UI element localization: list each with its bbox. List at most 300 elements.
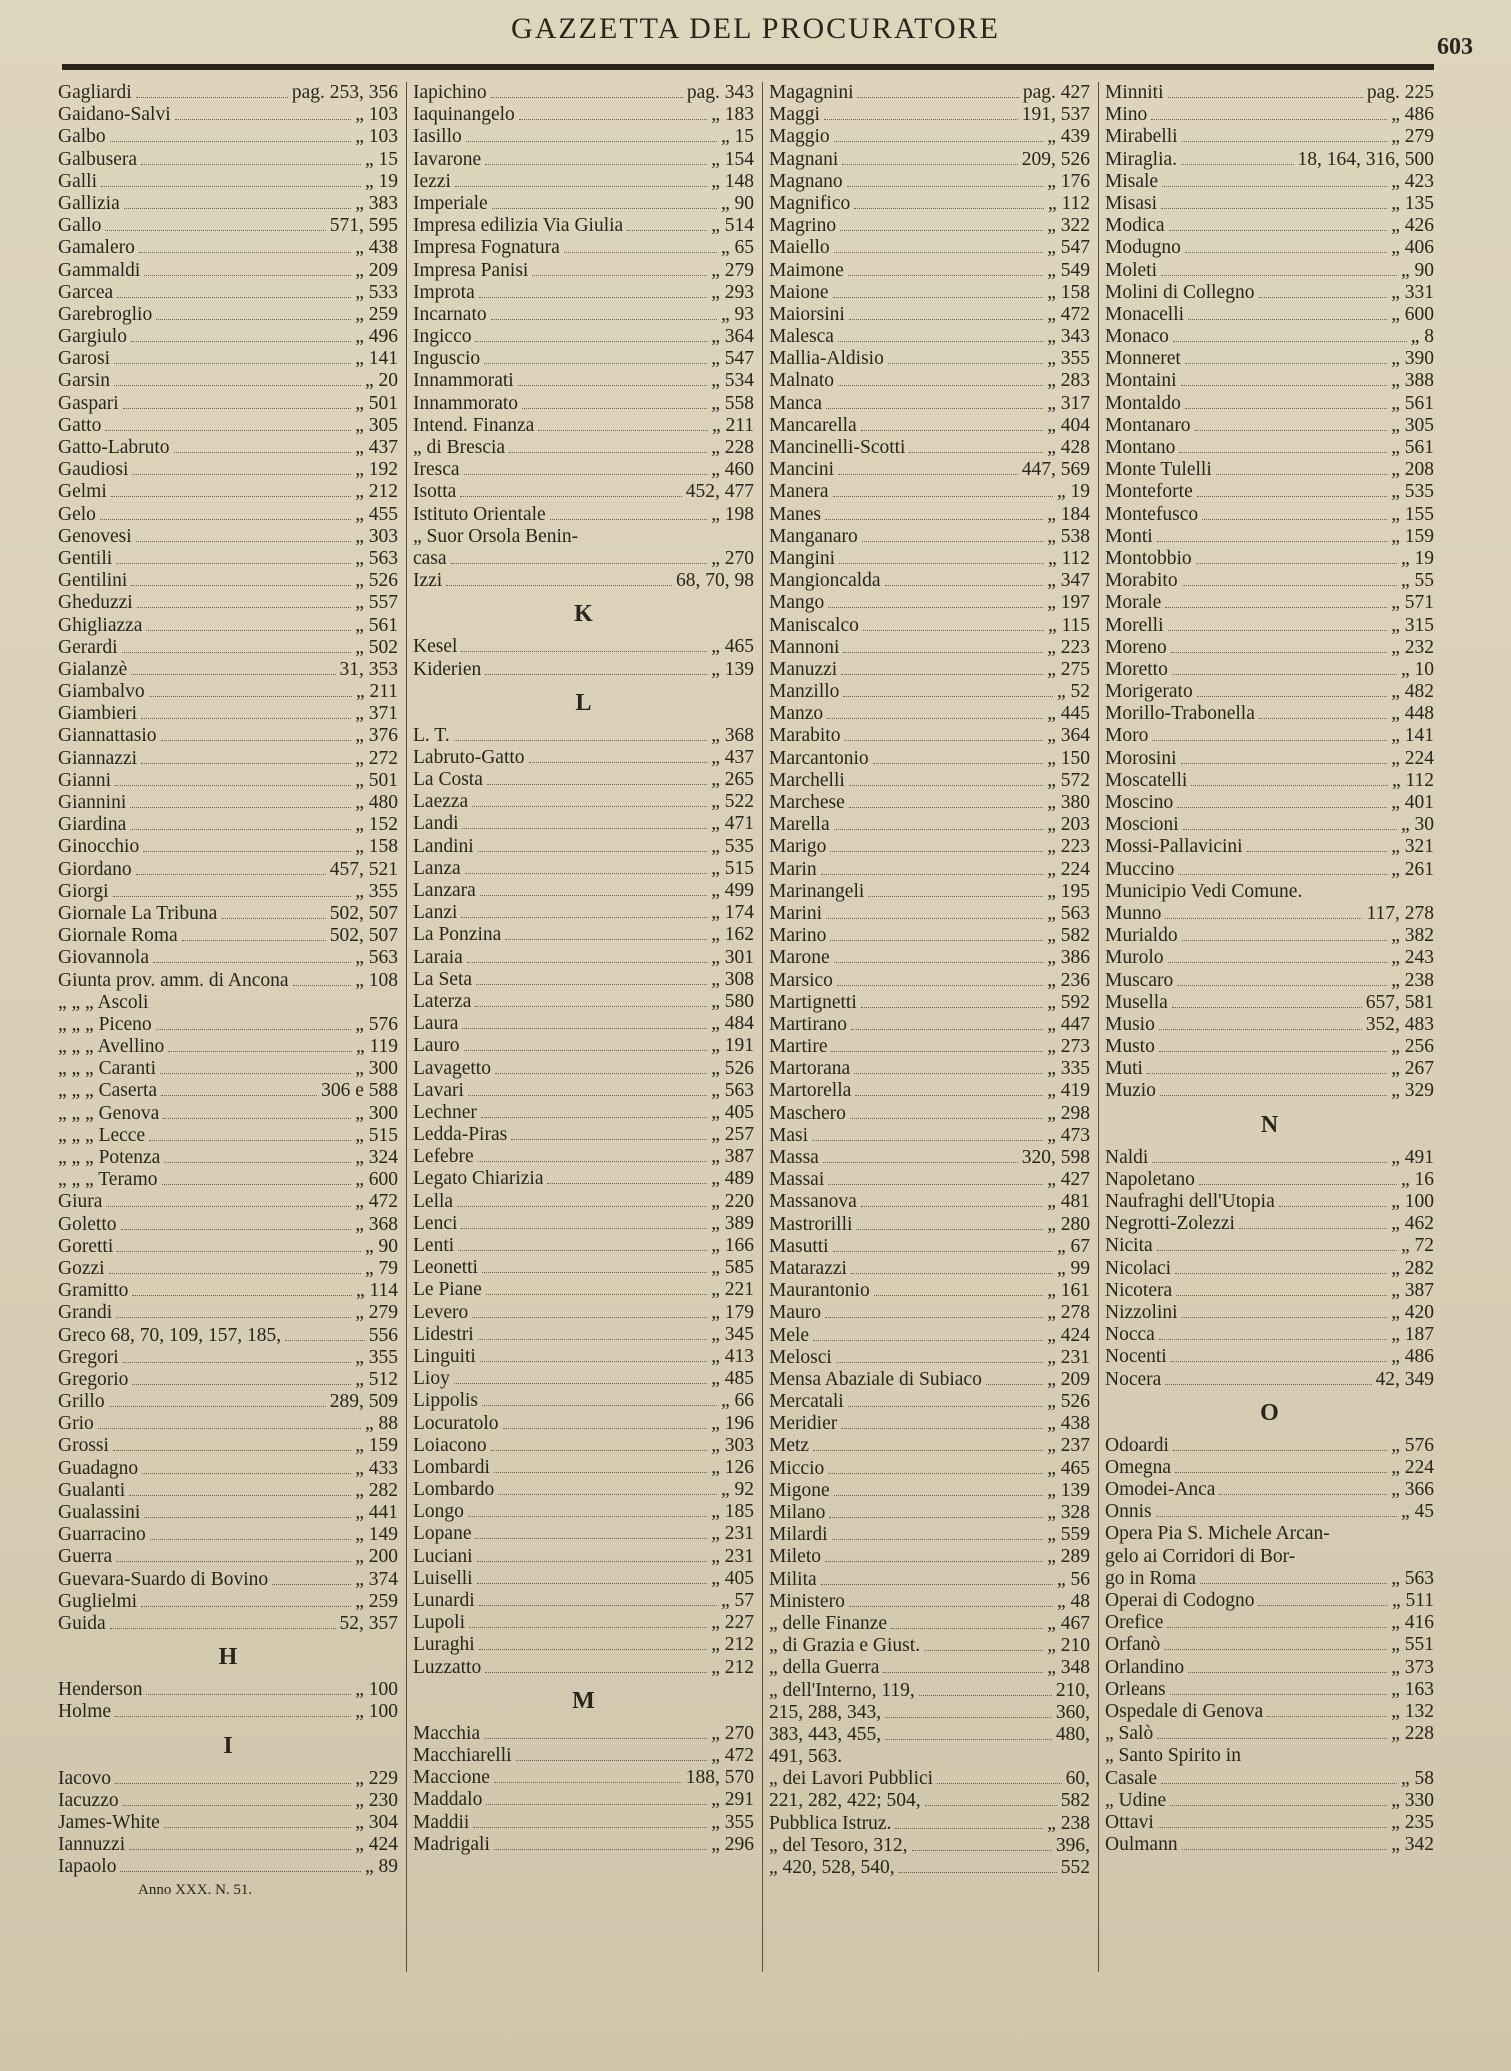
index-entry: [413, 193, 754, 215]
dot-leader: [114, 363, 351, 364]
dot-leader: [1200, 1583, 1387, 1584]
entry-name: Intend. Finanza: [413, 414, 535, 436]
entry-pages: 306 e 588: [321, 1080, 398, 1102]
dot-leader: [117, 1251, 361, 1252]
entry-name: Gallizia: [58, 192, 120, 214]
index-entry: [769, 615, 1090, 637]
dot-leader: [849, 1606, 1053, 1607]
entry-pages: 191, 537: [1021, 104, 1090, 126]
entry-name: Montaini: [1105, 370, 1177, 392]
dot-leader: [550, 519, 708, 520]
dot-leader: [478, 1161, 708, 1162]
dot-leader: [1172, 1007, 1362, 1008]
dot-leader: [480, 895, 707, 896]
index-entry: [58, 237, 398, 259]
dot-leader: [838, 474, 1018, 475]
index-entry: [58, 1856, 398, 1878]
dot-leader: [132, 1384, 351, 1385]
dot-leader: [1168, 97, 1363, 98]
dot-leader: [122, 652, 352, 653]
entry-pages: „ 176: [1047, 170, 1090, 192]
dot-leader: [486, 1294, 707, 1295]
entry-name: Gianni: [58, 769, 112, 791]
index-entry: [58, 1214, 398, 1236]
dot-leader: [849, 807, 1043, 808]
entry-pages: „ 93: [720, 303, 754, 325]
entry-pages: „ 100: [355, 1701, 398, 1723]
dot-leader: [111, 496, 351, 497]
entry-pages: „ 289: [1047, 1546, 1090, 1568]
entry-name: Gregorio: [58, 1368, 129, 1390]
index-entry: [58, 1058, 398, 1080]
dot-leader: [1267, 1716, 1387, 1717]
entry-pages: „ 236: [1047, 969, 1090, 991]
index-entry: [58, 836, 398, 858]
entry-name: gelo ai Corridori di Bor-: [1105, 1545, 1296, 1567]
entry-pages: „ 152: [355, 814, 398, 836]
index-entry: [1105, 1634, 1434, 1656]
entry-pages: „ 48: [1056, 1590, 1090, 1612]
dot-leader: [161, 1095, 317, 1096]
dot-leader: [522, 408, 707, 409]
index-entry: [1105, 304, 1434, 326]
dot-leader: [168, 1051, 352, 1052]
index-entry: [1105, 1501, 1434, 1523]
entry-pages: „ 45: [1400, 1501, 1434, 1523]
index-entry: [58, 1413, 398, 1435]
dot-leader: [479, 1649, 707, 1650]
index-entry: [413, 237, 754, 259]
entry-name: Moscatelli: [1105, 769, 1188, 791]
dot-leader: [480, 1361, 707, 1362]
index-entry: [58, 1080, 398, 1102]
entry-pages: „ 283: [1047, 370, 1090, 392]
index-entry: [58, 215, 398, 237]
index-entry: [1105, 82, 1434, 104]
entry-name: Montaldo: [1105, 392, 1181, 414]
entry-pages: „ 376: [355, 725, 398, 747]
index-columns: [52, 82, 1442, 1972]
entry-pages: „ 212: [355, 481, 398, 503]
index-entry: [1105, 836, 1434, 858]
entry-pages: „ 257: [711, 1124, 754, 1146]
dot-leader: [113, 1450, 351, 1451]
dot-leader: [1182, 141, 1388, 142]
entry-name: Morelli: [1105, 614, 1164, 636]
entry-pages: „ 486: [1391, 104, 1434, 126]
dot-leader: [885, 1717, 1052, 1718]
entry-name: Migone: [769, 1479, 830, 1501]
dot-leader: [519, 119, 707, 120]
dot-leader: [163, 1118, 351, 1119]
entry-pages: „ 230: [355, 1789, 398, 1811]
dot-leader: [98, 1428, 361, 1429]
entry-name: Landi: [413, 813, 459, 835]
index-entry: [769, 903, 1090, 925]
index-entry: [1105, 637, 1434, 659]
entry-pages: „ 56: [1056, 1568, 1090, 1590]
dot-leader: [149, 696, 352, 697]
entry-name: Lopane: [413, 1523, 472, 1545]
index-entry: [769, 104, 1090, 126]
entry-name: Masutti: [769, 1235, 829, 1257]
dot-leader: [937, 1783, 1062, 1784]
index-entry: [413, 969, 754, 991]
entry-name: Lanzi: [413, 902, 458, 924]
index-entry: [413, 1324, 754, 1346]
dot-leader: [1151, 119, 1387, 120]
entry-pages: 457, 521: [329, 858, 398, 880]
dot-leader: [481, 1117, 707, 1118]
entry-name: Marone: [769, 947, 830, 969]
entry-name: Lechner: [413, 1101, 477, 1123]
entry-name: Maurantonio: [769, 1280, 870, 1302]
entry-pages: „ 534: [711, 370, 754, 392]
index-entry: [769, 260, 1090, 282]
dot-leader: [1156, 1516, 1397, 1517]
entry-name: „ „ „ Ascoli: [58, 991, 149, 1013]
entry-pages: „ 52: [1056, 681, 1090, 703]
index-entry: [769, 1546, 1090, 1568]
index-entry: [58, 925, 398, 947]
entry-name: Casale: [1105, 1767, 1157, 1789]
index-entry: [1105, 415, 1434, 437]
entry-name: Morale: [1105, 592, 1162, 614]
index-entry: [58, 171, 398, 193]
entry-pages: „ 89: [364, 1856, 398, 1878]
entry-pages: „ 273: [1047, 1036, 1090, 1058]
entry-name: Mannoni: [769, 636, 840, 658]
entry-name: Negrotti-Zolezzi: [1105, 1213, 1235, 1235]
dot-leader: [1165, 918, 1362, 919]
entry-pages: „ 387: [1391, 1279, 1434, 1301]
dot-leader: [455, 186, 707, 187]
entry-name: go in Roma: [1105, 1567, 1196, 1589]
entry-pages: „ 547: [1047, 237, 1090, 259]
entry-pages: pag. 427: [1022, 82, 1090, 103]
index-entry: [1105, 1523, 1434, 1545]
entry-pages: „ 100: [1391, 1191, 1434, 1212]
index-entry: [769, 1080, 1090, 1102]
dot-leader: [847, 186, 1044, 187]
dot-leader: [473, 1827, 707, 1828]
entry-name: Goletto: [58, 1213, 117, 1235]
entry-pages: „ 191: [711, 1035, 754, 1057]
dot-leader: [477, 1583, 708, 1584]
entry-pages: 68, 70, 98: [676, 570, 754, 592]
index-entry: [769, 415, 1090, 437]
entry-pages: „ 16: [1400, 1168, 1434, 1190]
entry-name: Gaidano-Salvi: [58, 104, 171, 126]
dot-leader: [146, 630, 351, 631]
entry-pages: „ 108: [355, 969, 398, 991]
index-entry: [769, 1746, 1090, 1768]
dot-leader: [855, 1095, 1043, 1096]
index-entry: [769, 1391, 1090, 1413]
index-entry: [769, 1657, 1090, 1679]
dot-leader: [841, 1428, 1043, 1429]
dot-leader: [1152, 1162, 1387, 1163]
entry-pages: „ 305: [355, 414, 398, 436]
entry-pages: „ 231: [1047, 1346, 1090, 1368]
entry-pages: „ 282: [355, 1479, 398, 1501]
entry-pages: „ 303: [355, 525, 398, 547]
index-entry: [1105, 1812, 1434, 1834]
entry-pages: „ 198: [711, 503, 754, 525]
entry-pages: „ 576: [1391, 1434, 1434, 1456]
entry-name: Lupoli: [413, 1612, 465, 1634]
dot-leader: [862, 541, 1043, 542]
entry-name: Giardina: [58, 814, 127, 836]
entry-pages: „ 300: [355, 1102, 398, 1124]
entry-pages: „ 330: [1391, 1789, 1434, 1811]
entry-name: Martorella: [769, 1080, 852, 1102]
dot-leader: [509, 452, 707, 453]
entry-pages: „ 473: [1047, 1124, 1090, 1146]
entry-pages: 396,: [1055, 1834, 1090, 1856]
dot-leader: [1175, 1472, 1387, 1473]
entry-pages: „ 462: [1391, 1213, 1434, 1235]
dot-leader: [824, 119, 1018, 120]
dot-leader: [850, 1118, 1043, 1119]
index-entry: [413, 1035, 754, 1057]
entry-name: Muccino: [1105, 858, 1175, 880]
entry-pages: „ 549: [1047, 259, 1090, 281]
entry-pages: „ 208: [1391, 459, 1434, 481]
dot-leader: [821, 1584, 1053, 1585]
entry-pages: „ 563: [711, 1079, 754, 1101]
section-letter: O: [1260, 1399, 1279, 1426]
dot-leader: [825, 1561, 1043, 1562]
entry-pages: „ 159: [1391, 525, 1434, 547]
entry-name: Marini: [769, 902, 823, 924]
entry-name: Martire: [769, 1036, 828, 1058]
entry-name: Miccio: [769, 1457, 825, 1479]
entry-pages: „ 368: [355, 1213, 398, 1235]
entry-pages: „ 401: [1391, 792, 1434, 813]
entry-name: Istituto Orientale: [413, 503, 546, 525]
entry-pages: „ 126: [711, 1456, 754, 1478]
index-entry: [1105, 260, 1434, 282]
index-entry: [413, 1368, 754, 1390]
dot-leader: [1173, 1450, 1387, 1451]
index-entry: [1105, 1036, 1434, 1058]
entry-pages: „ 572: [1047, 769, 1090, 791]
entry-name: Modica: [1105, 215, 1165, 237]
index-entry: [769, 1857, 1090, 1879]
entry-name: Massanova: [769, 1191, 857, 1213]
index-entry: [413, 659, 754, 681]
entry-pages: „ 187: [1391, 1324, 1434, 1346]
entry-name: Monti: [1105, 525, 1153, 547]
dot-leader: [478, 1339, 708, 1340]
entry-pages: 582: [1060, 1790, 1090, 1812]
dot-leader: [123, 408, 352, 409]
entry-pages: „ 150: [1047, 747, 1090, 769]
dot-leader: [136, 97, 288, 98]
entry-name: Opera Pia S. Michele Arcan-: [1105, 1523, 1330, 1545]
section-letter: I: [223, 1732, 233, 1759]
entry-name: Mino: [1105, 104, 1148, 126]
dot-leader: [454, 1383, 707, 1384]
entry-pages: „ 267: [1391, 1058, 1434, 1080]
entry-pages: „ 501: [355, 769, 398, 791]
index-entry: [769, 304, 1090, 326]
entry-pages: „ 424: [1047, 1324, 1090, 1346]
entry-name: „ „ „ Avellino: [58, 1036, 165, 1058]
entry-pages: 502, 507: [329, 902, 398, 924]
entry-pages: „ 484: [711, 1013, 754, 1035]
dot-leader: [828, 1184, 1043, 1185]
entry-pages: „ 501: [355, 392, 398, 414]
entry-pages: „ 416: [1391, 1612, 1434, 1634]
entry-name: „ „ „ Caranti: [58, 1058, 156, 1080]
dot-leader: [834, 141, 1044, 142]
entry-pages: „ 66: [720, 1390, 754, 1412]
dot-leader: [516, 1760, 708, 1761]
dot-leader: [831, 1051, 1043, 1052]
dot-leader: [833, 496, 1053, 497]
index-entry: [1105, 1147, 1434, 1169]
entry-pages: 52, 357: [339, 1612, 398, 1634]
entry-name: Ginocchio: [58, 836, 140, 858]
entry-pages: „ 259: [355, 303, 398, 325]
dot-leader: [150, 1539, 352, 1540]
entry-name: Madrigali: [413, 1833, 490, 1855]
index-entry: [58, 1125, 398, 1147]
entry-pages: „ 88: [364, 1413, 398, 1435]
dot-leader: [1259, 297, 1388, 298]
index-entry: [413, 1834, 754, 1856]
index-entry: [1105, 681, 1434, 703]
dot-leader: [827, 718, 1043, 719]
dot-leader: [832, 1539, 1044, 1540]
index-entry: [58, 903, 398, 925]
entry-name: Impresa Panisi: [413, 259, 529, 281]
dot-leader: [132, 474, 351, 475]
entry-name: Nicolaci: [1105, 1257, 1172, 1279]
entry-pages: „ 301: [711, 946, 754, 968]
entry-name: Henderson: [58, 1679, 143, 1701]
index-entry: [58, 1679, 398, 1701]
entry-pages: „ 455: [355, 503, 398, 525]
entry-name: 491, 563.: [769, 1746, 843, 1768]
entry-pages: „ 141: [1391, 725, 1434, 747]
entry-pages: „ 19: [1400, 547, 1434, 569]
index-entry: [769, 504, 1090, 526]
dot-leader: [464, 474, 708, 475]
index-entry: [58, 481, 398, 503]
entry-pages: „ 441: [355, 1502, 398, 1523]
entry-name: Lidestri: [413, 1323, 474, 1345]
dot-leader: [1177, 985, 1387, 986]
entry-pages: „ 438: [1047, 1413, 1090, 1435]
entry-name: L. T.: [413, 724, 450, 746]
index-entry: [1105, 1435, 1434, 1457]
header-rule: [62, 64, 1434, 70]
entry-name: Minniti: [1105, 82, 1164, 103]
entry-pages: „ 535: [1391, 481, 1434, 503]
entry-pages: „ 224: [1391, 747, 1434, 769]
dot-leader: [468, 1095, 707, 1096]
entry-pages: 556: [368, 1324, 398, 1346]
entry-pages: „ 585: [711, 1257, 754, 1279]
index-entry: [58, 326, 398, 348]
entry-name: Malnato: [769, 370, 834, 392]
entry-name: Onnis: [1105, 1501, 1152, 1523]
entry-name: Isotta: [413, 481, 457, 503]
dot-leader: [919, 1695, 1052, 1696]
entry-name: Grio: [58, 1413, 94, 1435]
index-entry: [58, 82, 398, 104]
dot-leader: [868, 896, 1043, 897]
entry-pages: „ 438: [355, 237, 398, 259]
entry-pages: „ 139: [711, 658, 754, 680]
entry-pages: „ 482: [1391, 681, 1434, 703]
entry-name: Lippolis: [413, 1390, 479, 1412]
index-entry: [769, 1635, 1090, 1657]
dot-leader: [466, 141, 717, 142]
dot-leader: [130, 807, 351, 808]
dot-leader: [1197, 696, 1387, 697]
entry-name: Morillo-Trabonella: [1105, 703, 1255, 725]
dot-leader: [834, 252, 1044, 253]
entry-name: Napoletano: [1105, 1168, 1195, 1190]
entry-name: Gialanzè: [58, 658, 128, 680]
index-entry: [413, 1657, 754, 1679]
entry-pages: „ 159: [355, 1435, 398, 1457]
index-entry: [1105, 792, 1434, 814]
entry-name: Macchiarelli: [413, 1744, 512, 1766]
entry-name: Magnifico: [769, 192, 851, 214]
entry-name: Gregori: [58, 1346, 119, 1368]
entry-pages: „ 561: [355, 614, 398, 636]
entry-name: Lenti: [413, 1235, 455, 1256]
dot-leader: [478, 851, 708, 852]
entry-name: Imperiale: [413, 192, 488, 214]
entry-name: Operai di Codogno: [1105, 1590, 1255, 1611]
entry-name: Genovesi: [58, 525, 132, 547]
index-entry: [58, 681, 398, 703]
entry-pages: „ 571: [1391, 592, 1434, 614]
index-entry: [769, 1258, 1090, 1280]
entry-name: Marinangeli: [769, 880, 865, 902]
dot-leader: [460, 496, 681, 497]
section-letter: M: [572, 1687, 595, 1714]
entry-name: Mangioncalda: [769, 570, 881, 592]
entry-pages: „ 355: [355, 1346, 398, 1368]
entry-name: Marella: [769, 814, 830, 836]
index-entry: [769, 481, 1090, 503]
index-entry: [413, 481, 754, 503]
index-entry: [769, 1569, 1090, 1591]
section-letter: H: [218, 1644, 238, 1671]
dot-leader: [484, 1738, 707, 1739]
entry-name: La Ponzina: [413, 924, 502, 946]
index-entry: [413, 858, 754, 880]
dot-leader: [129, 1849, 351, 1850]
entry-name: Gagliardi: [58, 82, 132, 103]
index-entry: [58, 437, 398, 459]
entry-name: „ „ „ Potenza: [58, 1147, 161, 1168]
entry-pages: „ 237: [1047, 1435, 1090, 1457]
index-entry: [413, 1767, 754, 1789]
index-entry: [58, 1036, 398, 1058]
dot-leader: [529, 762, 708, 763]
dot-leader: [839, 563, 1044, 564]
entry-name: Mancarella: [769, 414, 857, 436]
dot-leader: [472, 806, 707, 807]
